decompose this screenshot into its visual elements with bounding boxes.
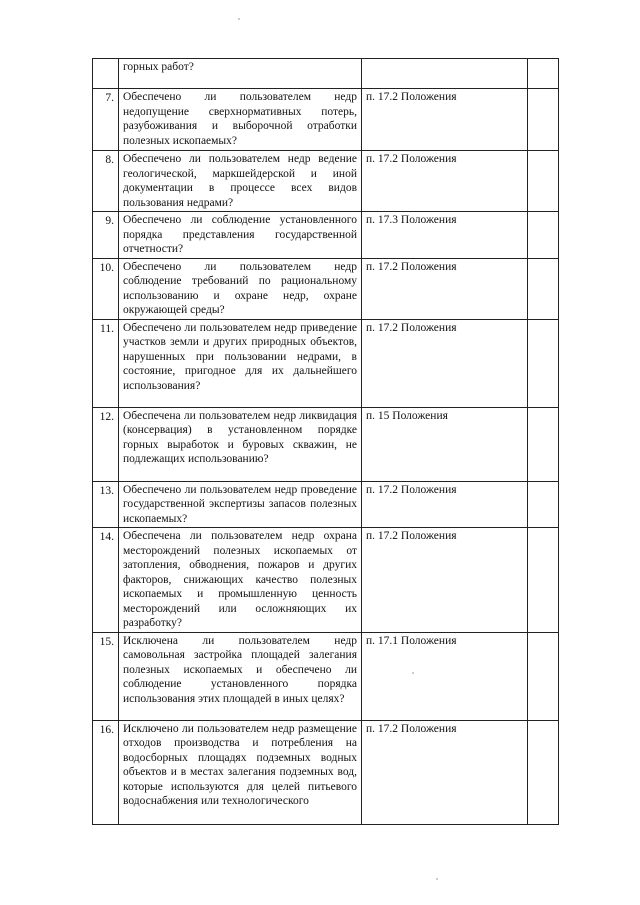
question-text: Исключено ли пользователем недр размещение отходов производства и потребления на водосборных площадях подземных водных объектов и в местах залегания подземных вод, которые используются для целей питьевого водоснабжения или технологического <box>119 720 362 824</box>
row-number: 8. <box>93 151 119 212</box>
question-text: Обеспечена ли пользователем недр ликвидация (консервация) в установленном порядке горных выработок и буровых скважин, не подлежащих использованию? <box>119 407 362 481</box>
table-row <box>93 528 559 633</box>
legal-reference: п. 17.2 Положения <box>362 89 528 151</box>
legal-reference: п. 17.3 Положения <box>362 212 528 259</box>
question-text: Обеспечена ли пользователем недр охрана месторождений полезных ископаемых от затопления, обводнения, пожаров и других факторов, снижающих качество полезных ископаемых и промышленную ценность месторождений или осложняющих их разработку? <box>119 528 362 633</box>
legal-reference: п. 15 Положения <box>362 407 528 481</box>
question-text: Обеспечено ли пользователем недр приведение участков земли и других природных объектов, нарушенных при пользовании недрами, в состояние, пригодное для их дальнейшего использования? <box>119 319 362 407</box>
table-row <box>93 632 559 720</box>
row-number: 11. <box>93 319 119 407</box>
row-number: 15. <box>93 632 119 720</box>
table-row <box>93 258 559 319</box>
scan-speck <box>436 878 438 880</box>
table-row <box>93 151 559 212</box>
row-number: 7. <box>93 89 119 151</box>
table-row <box>93 319 559 407</box>
comment-cell <box>528 59 559 89</box>
question-text: Обеспечено ли пользователем недр проведение государственной экспертизы запасов полезных ископаемых? <box>119 481 362 528</box>
legal-reference: п. 17.2 Положения <box>362 258 528 319</box>
comment-cell <box>528 89 559 151</box>
table-row <box>93 720 559 824</box>
table-row <box>93 59 559 89</box>
question-text: Исключена ли пользователем недр самовольная застройка площадей залегания полезных ископаемых и обеспечено ли соблюдение установленного порядка использования этих площадей в иных целях? <box>119 632 362 720</box>
comment-cell <box>528 528 559 633</box>
scan-speck <box>412 672 414 674</box>
table-row <box>93 481 559 528</box>
legal-reference: п. 17.2 Положения <box>362 720 528 824</box>
row-number: 14. <box>93 528 119 633</box>
comment-cell <box>528 319 559 407</box>
comment-cell <box>528 481 559 528</box>
row-number: 12. <box>93 407 119 481</box>
table-row <box>93 89 559 151</box>
legal-reference: п. 17.2 Положения <box>362 151 528 212</box>
legal-reference: п. 17.1 Положения <box>362 632 528 720</box>
comment-cell <box>528 151 559 212</box>
question-text: Обеспечено ли пользователем недр недопущение сверхнормативных потерь, разубоживания и выборочной отработки полезных ископаемых? <box>119 89 362 151</box>
row-number <box>93 59 119 89</box>
question-text: Обеспечено ли пользователем недр соблюдение требований по рациональному использованию и охране недр, охране окружающей среды? <box>119 258 362 319</box>
checklist-table <box>92 58 559 825</box>
comment-cell <box>528 720 559 824</box>
row-number: 10. <box>93 258 119 319</box>
legal-reference <box>362 59 528 89</box>
scan-speck <box>238 18 240 20</box>
table-row <box>93 212 559 259</box>
question-text: горных работ? <box>119 59 362 89</box>
row-number: 9. <box>93 212 119 259</box>
question-text: Обеспечено ли соблюдение установленного порядка представления государственной отчетности? <box>119 212 362 259</box>
row-number: 16. <box>93 720 119 824</box>
comment-cell <box>528 407 559 481</box>
legal-reference: п. 17.2 Положения <box>362 481 528 528</box>
comment-cell <box>528 258 559 319</box>
question-text: Обеспечено ли пользователем недр ведение геологической, маркшейдерской и иной документации в процессе всех видов пользования недрами? <box>119 151 362 212</box>
legal-reference: п. 17.2 Положения <box>362 528 528 633</box>
row-number: 13. <box>93 481 119 528</box>
comment-cell <box>528 632 559 720</box>
comment-cell <box>528 212 559 259</box>
table-row <box>93 407 559 481</box>
legal-reference: п. 17.2 Положения <box>362 319 528 407</box>
